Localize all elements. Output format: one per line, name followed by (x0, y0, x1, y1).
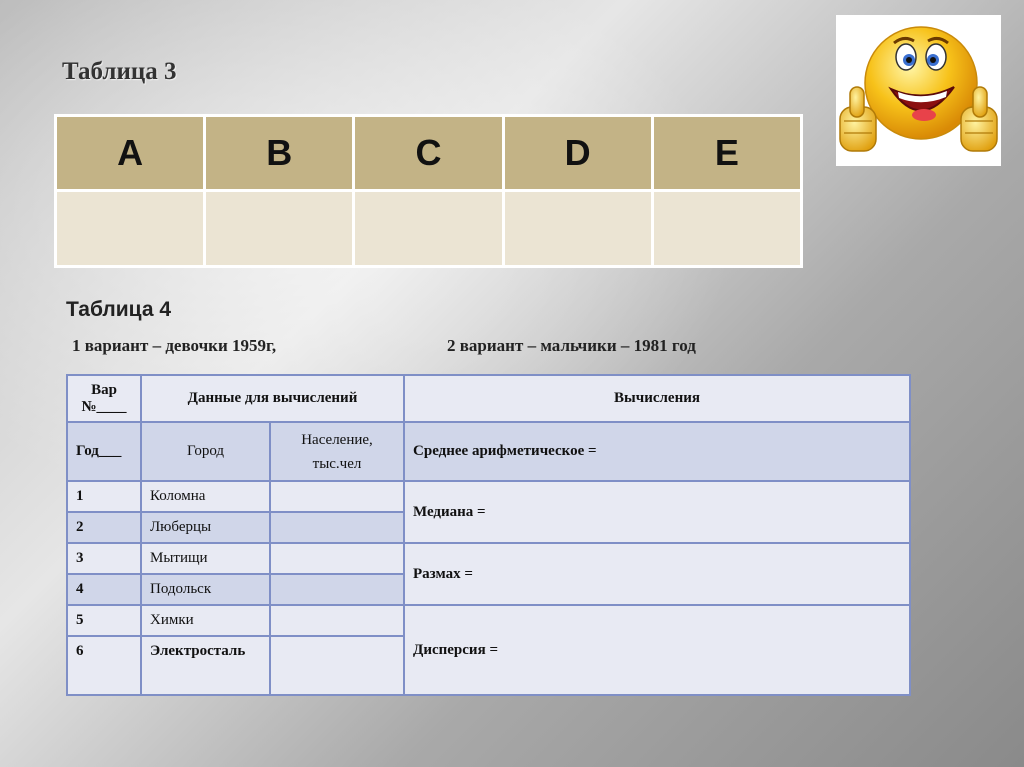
row-city: Люберцы (141, 512, 270, 543)
row-city: Подольск (141, 574, 270, 605)
table3-header-b: B (205, 116, 354, 191)
table3-header-e: E (652, 116, 801, 191)
row-population-input[interactable] (270, 605, 404, 636)
table3-cell-d[interactable] (503, 191, 652, 267)
table3-header-d: D (503, 116, 652, 191)
table3-answer-row (56, 191, 802, 267)
header-population-cell: Население, тыс.чел (270, 422, 404, 481)
row-number: 5 (67, 605, 141, 636)
calc-median-cell[interactable]: Медиана = (404, 481, 910, 543)
row-population-input[interactable] (270, 481, 404, 512)
row-city: Электросталь (141, 636, 270, 695)
row-number: 3 (67, 543, 141, 574)
table3-cell-e[interactable] (652, 191, 801, 267)
table3-title: Таблица 3 (62, 58, 177, 85)
table-row (67, 543, 910, 574)
row-population-input[interactable] (270, 636, 404, 695)
variant-1-label: 1 вариант – девочки 1959г, (72, 336, 277, 355)
variant-2-label: 2 вариант – мальчики – 1981 год (447, 336, 696, 355)
row-population-input[interactable] (270, 574, 404, 605)
table4-title: Таблица 4 (66, 298, 172, 321)
header-variant-cell[interactable]: Вар №____ (67, 375, 141, 422)
row-population-input[interactable] (270, 543, 404, 574)
calc-variance-cell[interactable]: Дисперсия = (404, 605, 910, 695)
smiling-face-thumbs-up-icon (836, 15, 1001, 166)
row-city: Мытищи (141, 543, 270, 574)
row-city: Коломна (141, 481, 270, 512)
table-row (67, 605, 910, 636)
calc-range-cell[interactable]: Размах = (404, 543, 910, 605)
row-number: 1 (67, 481, 141, 512)
table3-cell-b[interactable] (205, 191, 354, 267)
table3-cell-c[interactable] (354, 191, 503, 267)
table3-cell-a[interactable] (56, 191, 205, 267)
row-number: 6 (67, 636, 141, 695)
row-city: Химки (141, 605, 270, 636)
header-year-cell[interactable]: Год___ (67, 422, 141, 481)
table3-header-row (56, 116, 802, 191)
table4-header-row (67, 375, 910, 422)
calc-mean-cell[interactable]: Среднее арифметическое = (404, 422, 910, 481)
table3-header-c: C (354, 116, 503, 191)
table-row (67, 481, 910, 512)
row-number: 4 (67, 574, 141, 605)
header-calc-cell: Вычисления (404, 375, 910, 422)
table4-subheader-row (67, 422, 910, 481)
table3-header-a: A (56, 116, 205, 191)
row-number: 2 (67, 512, 141, 543)
row-population-input[interactable] (270, 512, 404, 543)
header-city-cell: Город (141, 422, 270, 481)
table3 (54, 114, 803, 268)
table4 (66, 374, 911, 696)
header-data-cell: Данные для вычислений (141, 375, 404, 422)
